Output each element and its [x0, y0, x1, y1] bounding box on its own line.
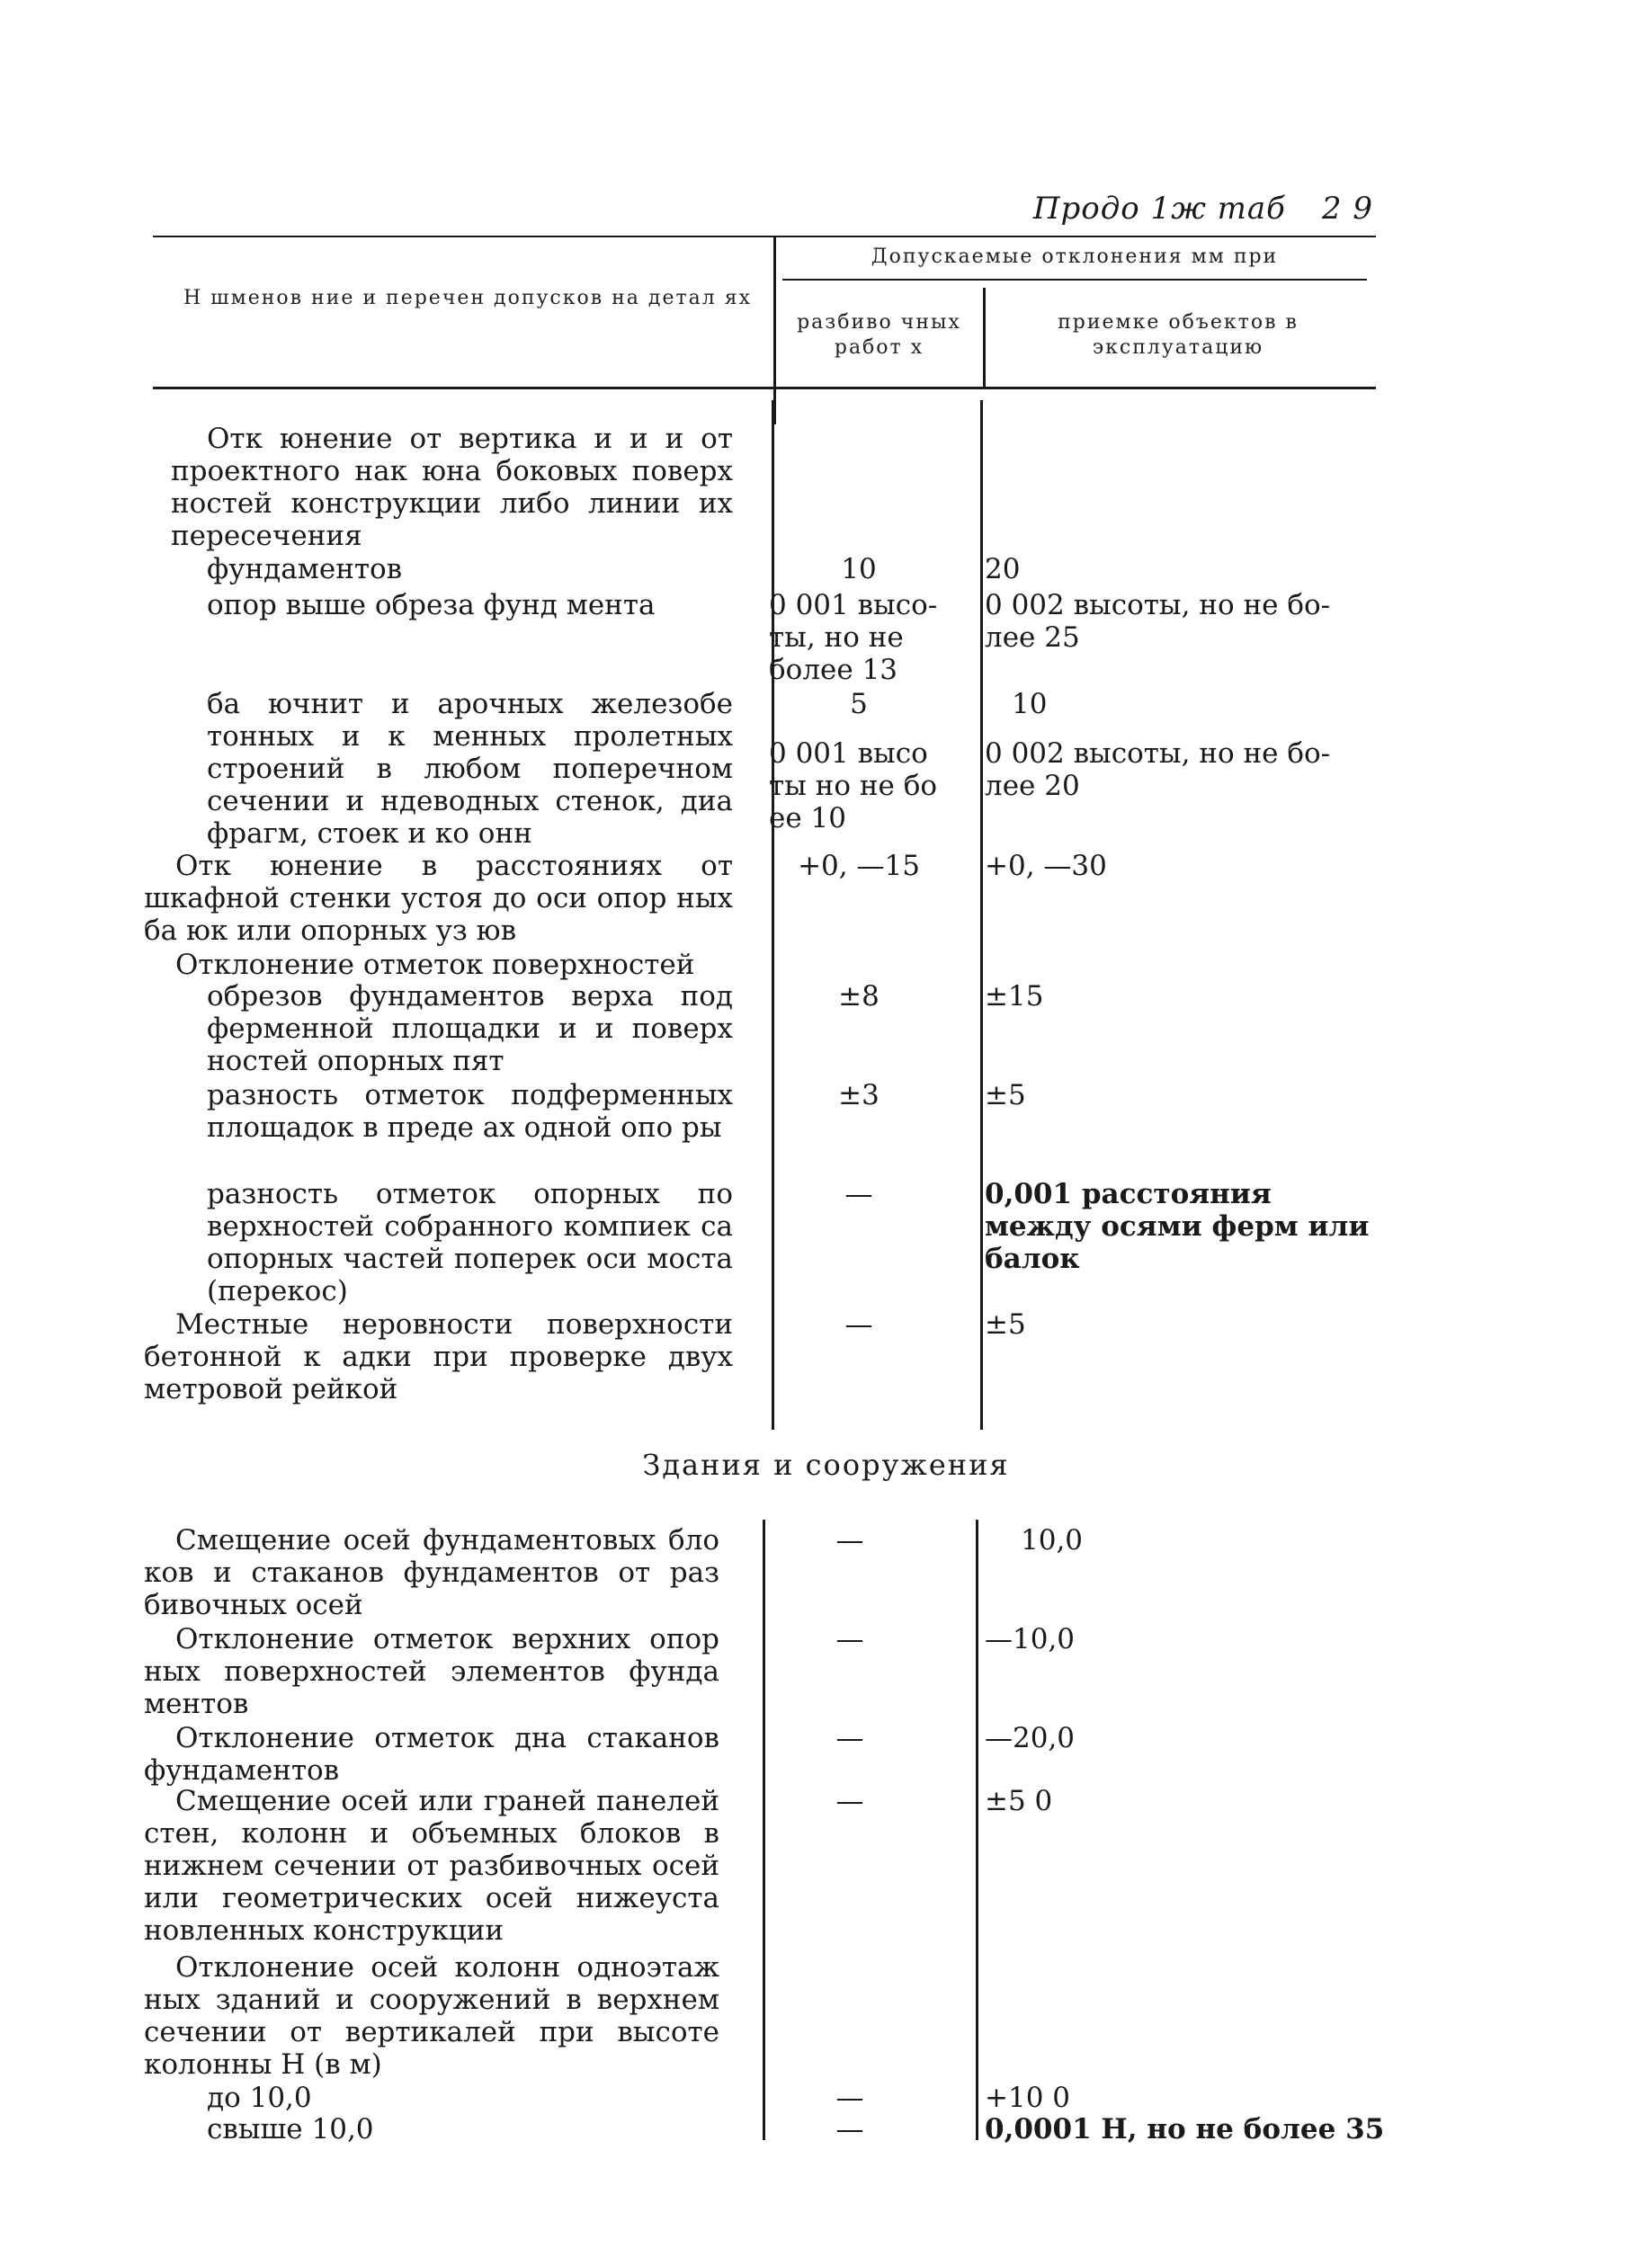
section-title: Здания и сооружения: [642, 1448, 1010, 1482]
row-value-layout: —: [835, 1722, 864, 1754]
row-value-accept: 0,0001 Н, но не более 35: [985, 2113, 1385, 2145]
row-value-layout: +0, —15: [798, 850, 920, 882]
header-group-rule: [782, 279, 1367, 281]
header-top-rule: [153, 236, 1376, 237]
header-vline-2: [983, 288, 986, 387]
row-value-accept: 10: [1012, 688, 1048, 720]
row-name: разность отметок опорных по верхностей собранного компиек са опорных частей поперек оси моста (перекос): [207, 1178, 733, 1307]
header-accept-label: приемке объектов в эксплуатацию: [1058, 311, 1299, 359]
row-value-layout: —: [835, 1524, 864, 1557]
row-name: Отк юнение в расстояниях от шкафной стенки устоя до оси опор ных ба юк или опорных уз юв: [144, 850, 733, 947]
row-name: свыше 10,0: [207, 2113, 374, 2145]
row-value-layout: —: [844, 1178, 873, 1210]
table-caption: [1033, 191, 1373, 227]
header-group-label: Допускаемые отклонения мм при: [871, 245, 1279, 268]
row-value-accept: —10,0: [985, 1623, 1076, 1655]
row-name: Отк юнение от вертика и и и от проектного нак юна боковых поверх ностей конструкции либо линии их пересечения: [171, 423, 733, 552]
header-layout-column: [778, 310, 980, 360]
row-value-accept: 10,0: [1021, 1524, 1084, 1557]
row-name: ба ючнит и арочных железобе тонных и к менных пролетных строений в любом поперечном сечении и ндеводных стенок, диа фрагм, стоек и ко онн: [207, 688, 733, 850]
row-value-accept: ±5: [985, 1308, 1026, 1341]
row-value-layout: 5: [850, 688, 868, 720]
row-value-accept: 0,001 расстояния между осями ферм или балок: [985, 1178, 1370, 1275]
row-value-layout: —: [835, 2082, 864, 2114]
row-value-accept: ±15: [985, 980, 1044, 1013]
row-name: обрезов фундаментов верха под ферменной площадки и и поверх ностей опорных пят: [207, 980, 733, 1077]
row-name: фундаментов: [207, 553, 403, 585]
header-vline-1: [773, 236, 776, 424]
row-name: Местные неровности поверхности бетонной к адки при проверке двух метровой рейкой: [144, 1308, 733, 1405]
row-name: Отклонение отметок поверхностей: [175, 949, 695, 981]
row-value-layout: —: [835, 2113, 864, 2145]
row-value-layout: —: [844, 1308, 873, 1341]
row-value-layout: ±3: [838, 1079, 880, 1111]
row-value-accept: +0, —30: [985, 850, 1107, 882]
header-group: [782, 245, 1367, 270]
caption-text: Продо 1ж таб: [1032, 191, 1286, 227]
row-value-accept: +10 0: [985, 2082, 1070, 2114]
row-value-layout: ±8: [838, 980, 880, 1013]
row-name: до 10,0: [207, 2082, 312, 2114]
row-name: опор выше обреза фунд мента: [207, 589, 656, 621]
caption-number: 2 9: [1321, 191, 1373, 227]
header-accept-column: [989, 310, 1367, 360]
row-value-accept: ±5 0: [985, 1785, 1053, 1817]
row-value-accept: 20: [985, 553, 1021, 585]
row-value-layout: 0 001 высо-ты, но не более 13: [769, 589, 938, 686]
row-value-layout: 10: [841, 553, 877, 585]
header-bottom-rule: [153, 387, 1376, 389]
row-value-accept: ±5: [985, 1079, 1026, 1111]
row-name: Смещение осей или граней панелей стен, колонн и объемных блоков в нижнем сечении от разбивочных осей или геометрических осей нижеуста новленных конструкции: [144, 1785, 719, 1947]
row-name: Смещение осей фундаментовых бло ков и стаканов фундаментов от раз бивочных осей: [144, 1524, 719, 1621]
body-vline-1-bottom: [763, 1520, 765, 2140]
row-value-accept: 0 002 высоты, но не бо-лее 25: [985, 589, 1331, 654]
body-vline-2-top: [980, 400, 983, 1430]
header-name-label: Н шменов ние и перечен допусков на детал ях: [183, 287, 753, 309]
row-name: Отклонение отметок дна стаканов фундаментов: [144, 1722, 719, 1787]
row-name: Отклонение отметок верхних опор ных поверхностей элементов фунда ментов: [144, 1623, 719, 1720]
row-value-layout: —: [835, 1623, 864, 1655]
row-value-layout: —: [835, 1785, 864, 1817]
row-value-accept: —20,0: [985, 1722, 1076, 1754]
header-layout-label: разбиво чных работ х: [797, 311, 961, 359]
header-name-column: [180, 286, 755, 311]
row-value-layout: 0 001 высо ты но не бо ее 10: [769, 737, 938, 834]
row-value-accept: 0 002 высоты, но не бо-лее 20: [985, 737, 1331, 802]
body-vline-2-bottom: [976, 1520, 978, 2140]
row-name: Отклонение осей колонн одноэтаж ных зданий и сооружений в верхнем сечении от вертикалей при высоте колонны Н (в м): [144, 1951, 719, 2081]
row-name: разность отметок подферменных площадок в преде ах одной опо ры: [207, 1079, 733, 1144]
